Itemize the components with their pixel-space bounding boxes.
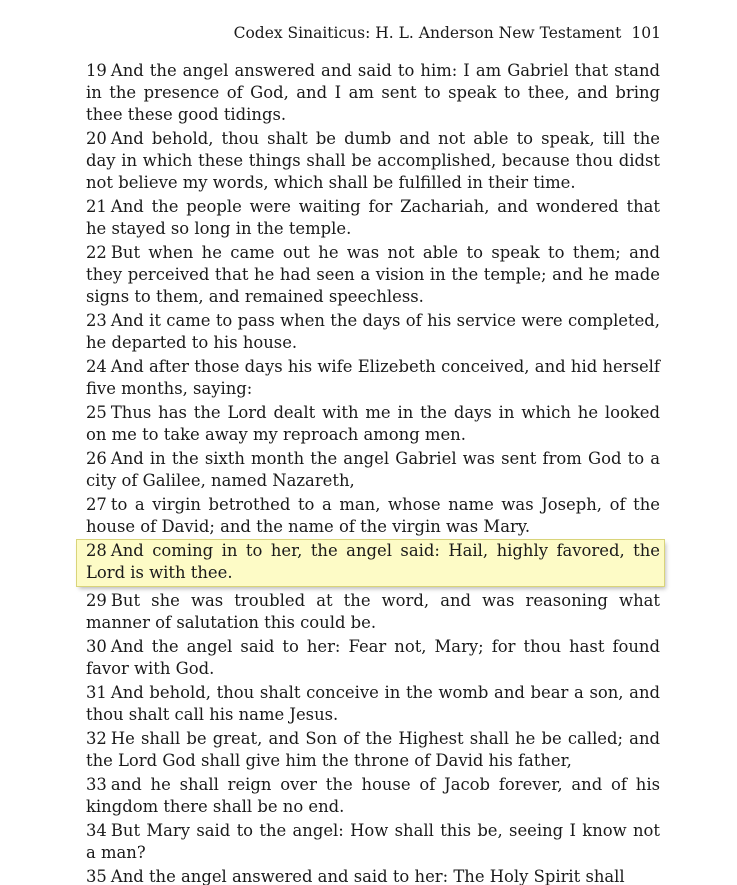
verse-text: And the angel answered and said to her: The Holy Spirit shall <box>110 867 625 885</box>
verse-text: And behold, thou shalt conceive in the womb and bear a son, and thou shalt call his name Jesus. <box>86 683 660 724</box>
verse-21[interactable] <box>86 196 660 240</box>
verse-number: 24 <box>86 357 107 376</box>
verse-text: to a virgin betrothed to a man, whose name was Joseph, of the house of David; and the name of the virgin was Mary. <box>86 495 660 536</box>
verse-31[interactable] <box>86 682 660 726</box>
verse-number: 35 <box>86 867 107 885</box>
verse-number: 20 <box>86 129 107 148</box>
header-title: Codex Sinaiticus: H. L. Anderson New Testament <box>233 24 622 42</box>
verse-text: But when he came out he was not able to speak to them; and they perceived that he had seen a vision in the temple; and he made signs to them, and remained speechless. <box>86 243 660 306</box>
text-column <box>86 60 660 885</box>
verse-22[interactable] <box>86 242 660 308</box>
verse-19[interactable] <box>86 60 660 126</box>
verse-text: and he shall reign over the house of Jacob forever, and of his kingdom there shall be no end. <box>86 775 660 816</box>
verse-number: 27 <box>86 495 107 514</box>
verse-number: 19 <box>86 61 107 80</box>
verse-text: But she was troubled at the word, and was reasoning what manner of salutation this could be. <box>86 591 660 632</box>
verse-text: And coming in to her, the angel said: Hail, highly favored, the Lord is with thee. <box>86 541 660 582</box>
verse-24[interactable] <box>86 356 660 400</box>
verse-text: And in the sixth month the angel Gabriel was sent from God to a city of Galilee, named Nazareth, <box>86 449 660 490</box>
verse-28-highlighted[interactable] <box>77 540 664 586</box>
verse-number: 34 <box>86 821 107 840</box>
page-number: 101 <box>631 24 661 42</box>
verse-number: 26 <box>86 449 107 468</box>
verse-23[interactable] <box>86 310 660 354</box>
verse-number: 31 <box>86 683 107 702</box>
verse-32[interactable] <box>86 728 660 772</box>
verse-text: He shall be great, and Son of the Highest shall he be called; and the Lord God shall give him the throne of David his father, <box>86 729 660 770</box>
running-header <box>234 24 661 42</box>
verse-text: And the people were waiting for Zachariah, and wondered that he stayed so long in the temple. <box>86 197 660 238</box>
verse-number: 32 <box>86 729 107 748</box>
verse-20[interactable] <box>86 128 660 194</box>
verse-number: 25 <box>86 403 107 422</box>
verse-number: 29 <box>86 591 107 610</box>
verse-33[interactable] <box>86 774 660 818</box>
verse-number: 21 <box>86 197 107 216</box>
verse-number: 33 <box>86 775 107 794</box>
verse-text: Thus has the Lord dealt with me in the days in which he looked on me to take away my reproach among men. <box>86 403 660 444</box>
verse-text: And the angel said to her: Fear not, Mary; for thou hast found favor with God. <box>86 637 660 678</box>
verse-text: And the angel answered and said to him: I am Gabriel that stand in the presence of God, and I am sent to speak to thee, and bring thee these good tidings. <box>86 61 660 124</box>
verse-text: And behold, thou shalt be dumb and not able to speak, till the day in which these things shall be accomplished, because thou didst not believe my words, which shall be fulfilled in their time. <box>86 129 660 192</box>
verse-number: 30 <box>86 637 107 656</box>
verse-number: 23 <box>86 311 107 330</box>
verse-text: And it came to pass when the days of his service were completed, he departed to his house. <box>86 311 660 352</box>
verse-number: 22 <box>86 243 107 262</box>
verse-35[interactable] <box>86 866 660 885</box>
verse-26[interactable] <box>86 448 660 492</box>
verse-25[interactable] <box>86 402 660 446</box>
verse-29[interactable] <box>86 590 660 634</box>
verse-text: And after those days his wife Elizebeth conceived, and hid herself five months, saying: <box>86 357 660 398</box>
verse-text: But Mary said to the angel: How shall this be, seeing I know not a man? <box>86 821 660 862</box>
verse-number: 28 <box>86 541 107 560</box>
verse-27[interactable] <box>86 494 660 538</box>
verse-34[interactable] <box>86 820 660 864</box>
verse-30[interactable] <box>86 636 660 680</box>
